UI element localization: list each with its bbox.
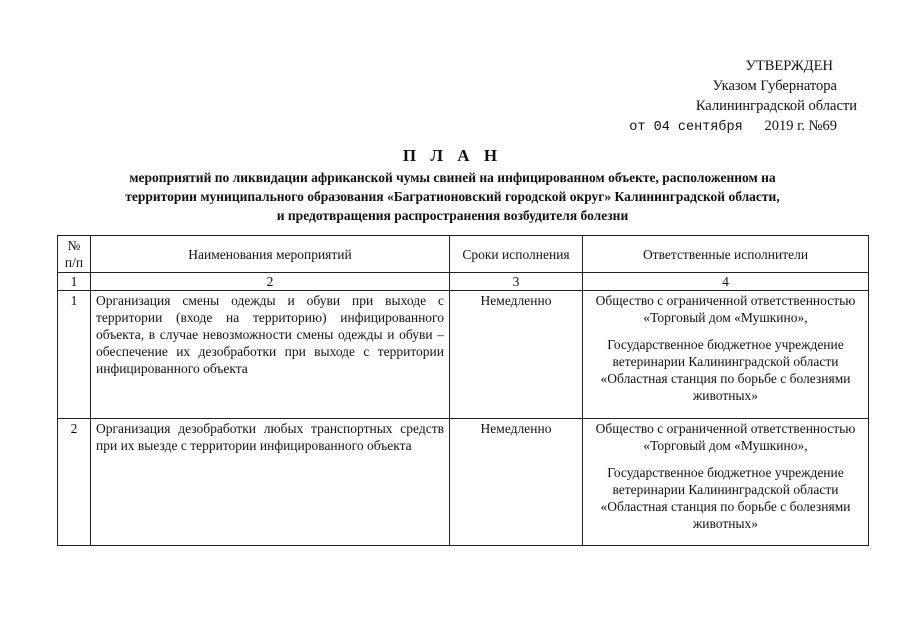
subtitle-line-3: и предотвращения распространения возбудителя болезни <box>276 208 629 223</box>
table-row <box>58 419 869 546</box>
column-numbers-row <box>58 273 869 291</box>
row-term: Немедленно <box>450 291 583 419</box>
row-action: Организация смены одежды и обуви при выходе с территории (входе на территорию) инфицированного объекта, в случае невозможности смены одежды и обуви – обеспечение их дезобработки при выходе с территории инфицированного объекта <box>91 291 450 419</box>
row-responsible <box>583 291 869 419</box>
responsible-vet-institution: Государственное бюджетное учреждение ветеринарии Калининградской области «Областная станция по борьбе с болезнями животных» <box>600 465 851 531</box>
column-number-1: 1 <box>58 273 91 291</box>
plan-table <box>57 235 869 546</box>
approval-status: УТВЕРЖДЕН <box>745 58 833 74</box>
row-num: 1 <box>58 291 91 419</box>
header-num: № п/п <box>58 236 91 273</box>
responsible-company: Общество с ограниченной ответственностью «Торговый дом «Мушкино», <box>595 293 856 325</box>
row-term: Немедленно <box>450 419 583 546</box>
row-responsible <box>583 419 869 546</box>
document-title: П Л А Н <box>402 146 503 165</box>
header-term: Сроки исполнения <box>450 236 583 273</box>
approval-date <box>629 116 837 138</box>
header-action: Наименования мероприятий <box>91 236 450 273</box>
responsible-company: Общество с ограниченной ответственностью «Торговый дом «Мушкино», <box>595 421 856 453</box>
approval-stamp <box>629 56 857 138</box>
approval-region: Калининградской области <box>695 98 857 114</box>
column-number-3: 3 <box>450 273 583 291</box>
table-row <box>58 291 869 419</box>
approval-decree: Указом Губернатора <box>712 78 837 94</box>
subtitle-line-1: мероприятий по ликвидации африканской чумы свиней на инфицированном объекте, расположенном на <box>129 170 776 185</box>
document-subtitle <box>60 168 845 225</box>
subtitle-line-2: территории муниципального образования «Багратионовский городской округ» Калининградской области, <box>125 189 780 204</box>
header-responsible: Ответственные исполнители <box>583 236 869 273</box>
column-number-2: 2 <box>91 273 450 291</box>
responsible-vet-institution: Государственное бюджетное учреждение ветеринарии Калининградской области «Областная станция по борьбе с болезнями животных» <box>600 337 851 403</box>
row-action: Организация дезобработки любых транспортных средств при их выезде с территории инфицированного объекта <box>91 419 450 546</box>
table-header-row <box>58 236 869 273</box>
approval-date-day: от 04 сентября <box>629 120 743 135</box>
column-number-4: 4 <box>583 273 869 291</box>
row-num: 2 <box>58 419 91 546</box>
approval-date-year-number: 2019 г. №69 <box>764 118 837 134</box>
